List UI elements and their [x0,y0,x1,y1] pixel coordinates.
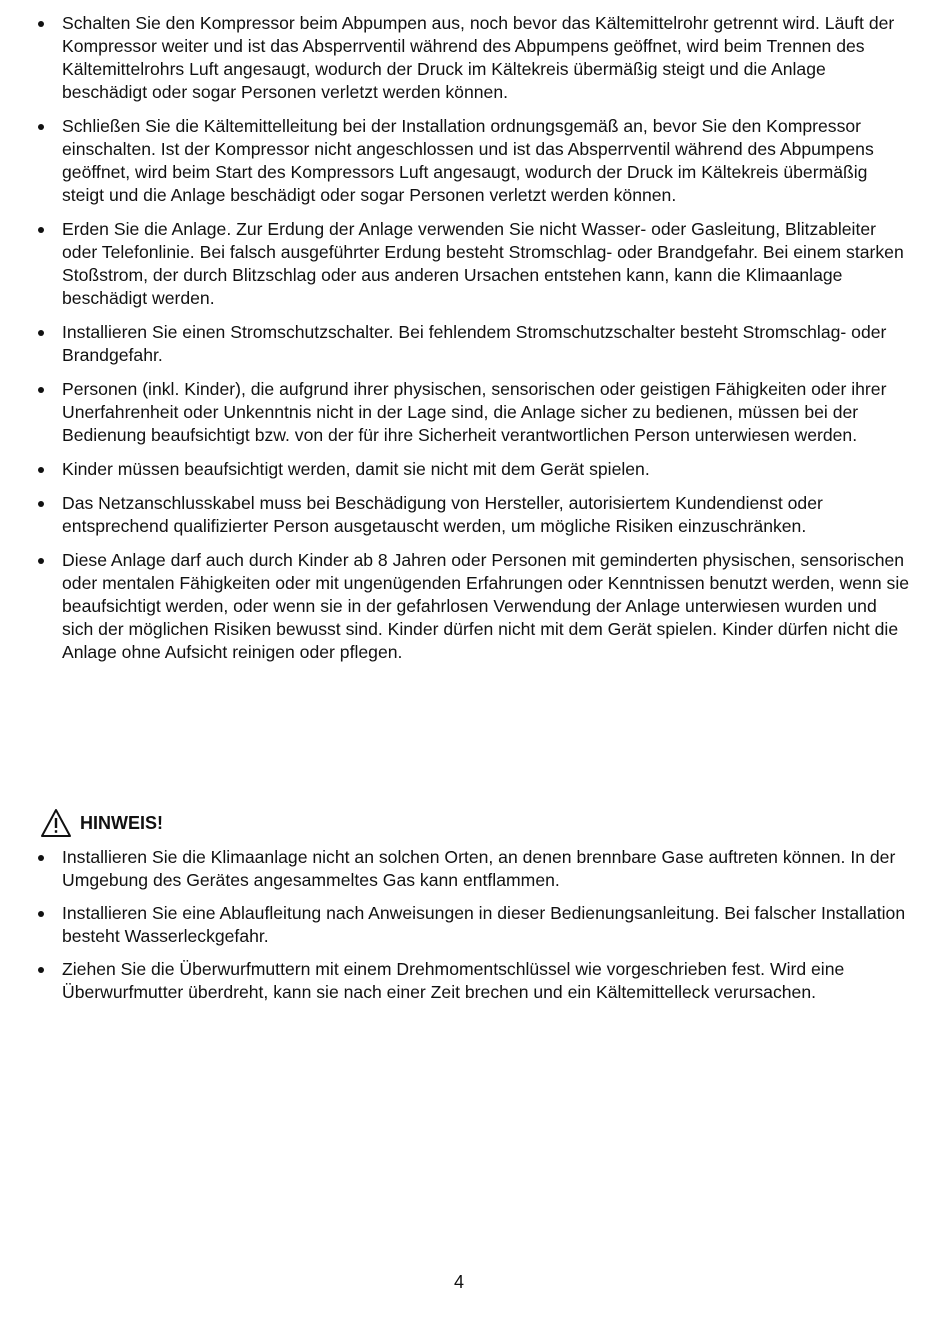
bullet-icon [38,387,44,393]
bullet-icon [38,227,44,233]
bullet-icon [38,501,44,507]
list-item [0,378,950,447]
list-item-text: Schließen Sie die Kältemittelleitung bei der Installation ordnungsgemäß an, bevor Sie den Kompressor einschalten. Ist der Kompressor nicht angeschlossen und ist das Absperrventil während des Abpumpens geöffnet, wird beim Start des Kompressors Luft angesaugt, wodurch der Druck im Kältekreis übermäßig steigt und die Anlage beschädigt oder sogar Personen verletzt werden können. [62,116,874,205]
bullet-icon [38,467,44,473]
notice-title: HINWEIS! [80,812,163,833]
list-item-text: Personen (inkl. Kinder), die aufgrund ihrer physischen, sensorischen oder geistigen Fähigkeiten oder ihrer Unerfahrenheit oder Unkenntnis nicht in der Lage sind, die Anlage sicher zu bedienen, müssen bei der Bedienung beaufsichtigt bzw. von der für ihre Sicherheit verantwortlichen Person unterwiesen werden. [62,379,887,445]
notice-heading [40,807,163,839]
bullet-icon [38,967,44,973]
list-item [0,846,950,892]
list-item-text: Ziehen Sie die Überwurfmuttern mit einem Drehmomentschlüssel wie vorgeschrieben fest. Wird eine Überwurfmutter überdreht, kann sie nach einer Zeit brechen und ein Kältemittelleck verursachen. [62,959,845,1002]
list-item-text: Installieren Sie einen Stromschutzschalter. Bei fehlendem Stromschutzschalter besteht Stromschlag- oder Brandgefahr. [62,322,887,365]
notice-bullet-list [0,846,950,1004]
list-item-text: Schalten Sie den Kompressor beim Abpumpen aus, noch bevor das Kältemittelrohr getrennt wird. Läuft der Kompressor weiter und ist das Absperrventil während des Abpumpens geöffnet, wird beim Trennen des Kältemittelrohrs Luft angesaugt, wodurch der Druck im Kältekreis übermäßig steigt und die Anlage beschädigt oder sogar Personen verletzt werden können. [62,13,895,102]
list-item [0,492,950,538]
warning-triangle-icon [40,808,72,838]
notice-list-section [0,846,950,1014]
list-item [0,321,950,367]
list-item [0,902,950,948]
list-item-text: Installieren Sie eine Ablaufleitung nach Anweisungen in dieser Bedienungsanleitung. Bei falscher Installation besteht Wasserleckgefahr. [62,903,906,946]
list-item-text: Diese Anlage darf auch durch Kinder ab 8 Jahren oder Personen mit geminderten physischen, sensorischen oder mentalen Fähigkeiten oder mit ungenügenden Erfahrungen oder Kenntnissen benutzt werden, wenn sie beaufsichtigt werden, oder wenn sie in der gefahrlosen Verwendung der Anlage unterwiesen wurden und sich der möglichen Risiken bewusst sind. Kinder dürfen nicht mit dem Gerät spielen. Kinder dürfen nicht die Anlage ohne Aufsicht reinigen oder pflegen. [62,550,910,662]
bullet-icon [38,558,44,564]
bullet-icon [38,124,44,130]
list-item [0,218,950,310]
page-number: 4 [453,1272,464,1292]
bullet-icon [38,330,44,336]
bullet-icon [38,21,44,27]
bullet-icon [38,855,44,861]
list-item [0,115,950,207]
safety-list-section [0,12,950,675]
list-item [0,12,950,104]
list-item-text: Erden Sie die Anlage. Zur Erdung der Anlage verwenden Sie nicht Wasser- oder Gasleitung, Blitzableiter oder Telefonlinie. Bei falsch ausgeführter Erdung besteht Stromschlag- oder Brandgefahr. Bei einem starken Stoßstrom, der durch Blitzschlag oder aus anderen Ursachen entstehen kann, kann die Klimaanlage beschädigt werden. [62,219,904,308]
list-item [0,958,950,1004]
list-item [0,549,950,664]
list-item-text: Installieren Sie die Klimaanlage nicht an solchen Orten, an denen brennbare Gase auftreten können. In der Umgebung des Gerätes angesammeltes Gas kann entflammen. [62,847,896,890]
bullet-icon [38,911,44,917]
list-item-text: Kinder müssen beaufsichtigt werden, damit sie nicht mit dem Gerät spielen. [62,459,650,479]
list-item [0,458,950,481]
safety-bullet-list [0,12,950,664]
list-item-text: Das Netzanschlusskabel muss bei Beschädigung von Hersteller, autorisiertem Kundendienst oder entsprechend qualifizierter Person ausgetauscht werden, um mögliche Risiken einzuschränken. [62,493,823,536]
